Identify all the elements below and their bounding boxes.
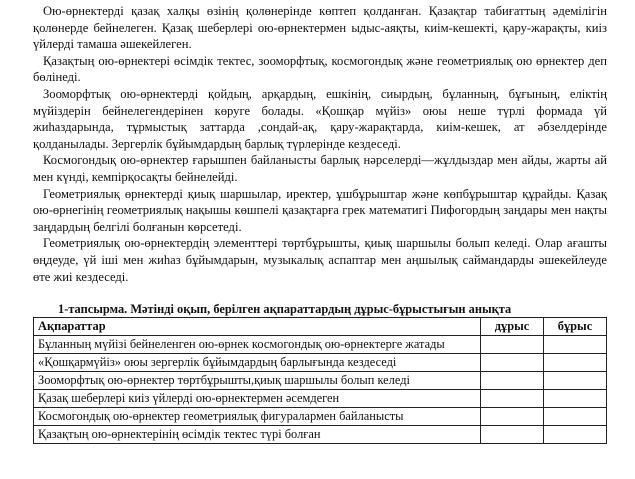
- header-statements: Ақпараттар: [34, 318, 481, 336]
- paragraph-2: Қазақтың ою-өрнектері өсімдік тектес, зооморфтық, космогондық және геометриялық ою өрнектер деп бөлінеді.: [33, 53, 607, 85]
- true-answer-cell[interactable]: [481, 354, 544, 372]
- reading-text: [33, 3, 607, 285]
- statement-cell: Зооморфтық ою-өрнектер төртбұрышты,қиық шаршылы болып келеді: [34, 372, 481, 390]
- false-answer-cell[interactable]: [544, 426, 607, 444]
- true-answer-cell[interactable]: [481, 408, 544, 426]
- paragraph-6: Геометриялық ою-өрнектердің элементтері төртбұрышты, қиық шаршылы болып келеді. Олар ағашты өңдеуде, үй іші мен жиһаз бұйымдарын, музыкалық аспаптар мен аңшылық саймандарды әшекейлеуде өте жиі кездеседі.: [33, 236, 607, 284]
- statement-cell: Қазақ шеберлері киіз үйлерді ою-өрнектермен әсемдеген: [34, 390, 481, 408]
- statement-cell: Қазақтың ою-өрнектерінің өсімдік тектес түрі болған: [34, 426, 481, 444]
- table-row: [34, 390, 607, 408]
- false-answer-cell[interactable]: [544, 336, 607, 354]
- table-row: [34, 336, 607, 354]
- false-answer-cell[interactable]: [544, 390, 607, 408]
- table-header-row: [34, 318, 607, 336]
- table-row: [34, 354, 607, 372]
- table-row: [34, 426, 607, 444]
- false-answer-cell[interactable]: [544, 354, 607, 372]
- paragraph-3: Зооморфтық ою-өрнектерді қойдың, арқардың, ешкінің, сиырдың, бұланның, бұғының, еліктің мүйіздерін бейнелегендерінен көруге болады. «Қошқар мүйіз» оюы неше түрлі формада үй жиһаздарында, тұрмыстық заттарда ,сондай-ақ, қару-жарақтарда, киім-кешек, ат әбзелдерінде қолданылады. Зергерлік бұйымдардың барлық түрлерінде кездеседі.: [33, 86, 607, 151]
- header-false: бұрыс: [544, 318, 607, 336]
- paragraph-1: Ою-өрнектерді қазақ халқы өзінің қолөнерінде көптеп қолданған. Қазақтар табиғаттың әдемілігін қолөнерде бейнелеген. Қазақ шеберлері ою-өрнектермен ыдыс-аяқты, киім-кешекті, қару-жарақты, киіз үйлерді тамаша әшекейлеген.: [33, 4, 607, 52]
- false-answer-cell[interactable]: [544, 372, 607, 390]
- statement-cell: Космогондық ою-өрнектер геометриялық фигуралармен байланысты: [34, 408, 481, 426]
- answer-table: [33, 317, 607, 444]
- statement-cell: Бұланның мүйізі бейнеленген ою-өрнек космогондық ою-өрнектерге жатады: [34, 336, 481, 354]
- task-title: 1-тапсырма. Мәтінді оқып, берілген ақпараттардың дұрыс-бұрыстығын анықта: [58, 302, 512, 316]
- table-row: [34, 372, 607, 390]
- paragraph-5: Геометриялық өрнектерді қиық шаршылар, иректер, ұшбұрыштар және көпбұрыштар құрайды. Қазақ ою-өрнегінің геометриялық нақышы көшпелі қазақтарға грек математигі Пифогордың заңдары мен нақты заңдардың белгілі болғанын көрсетеді.: [33, 186, 607, 234]
- true-answer-cell[interactable]: [481, 390, 544, 408]
- true-answer-cell[interactable]: [481, 372, 544, 390]
- statement-cell: «Қошқармүйіз» оюы зергерлік бұйымдардың барлығында кездеседі: [34, 354, 481, 372]
- true-answer-cell[interactable]: [481, 426, 544, 444]
- paragraph-4: Космогондық ою-өрнектер ғарышпен байланысты барлық нәрселерді—жұлдыздар мен айды, жарты ай мен күнді, кемпірқосақты бейнелейді.: [33, 153, 607, 184]
- header-true: дұрыс: [481, 318, 544, 336]
- true-answer-cell[interactable]: [481, 336, 544, 354]
- table-row: [34, 408, 607, 426]
- false-answer-cell[interactable]: [544, 408, 607, 426]
